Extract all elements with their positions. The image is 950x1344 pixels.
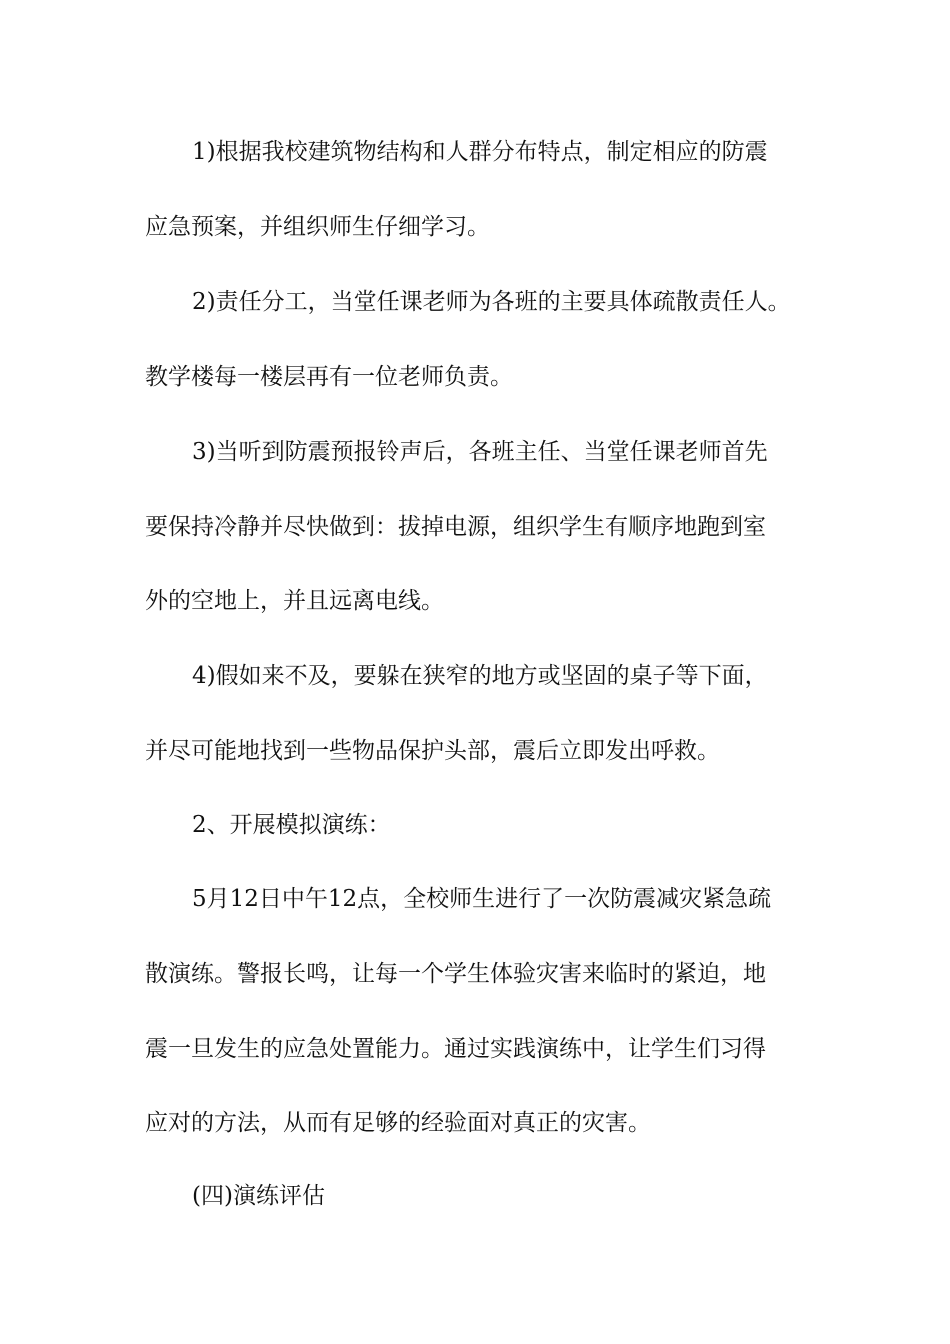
paragraph-line: 教学楼每一楼层再有一位老师负责。 — [145, 364, 513, 390]
paragraph-line: 应对的方法，从而有足够的经验面对真正的灾害。 — [145, 1110, 651, 1136]
section-heading: 2、开展模拟演练： — [192, 812, 391, 838]
paragraph-line: 1)根据我校建筑物结构和人群分布特点，制定相应的防震 — [192, 139, 768, 165]
paragraph-line: 4)假如来不及，要躲在狭窄的地方或坚固的桌子等下面， — [192, 663, 768, 689]
paragraph-line: 要保持冷静并尽快做到：拔掉电源，组织学生有顺序地跑到室 — [145, 514, 766, 540]
paragraph-line: 外的空地上，并且远离电线。 — [145, 588, 444, 614]
paragraph-line: 5月12日中午12点，全校师生进行了一次防震减灾紧急疏 — [192, 886, 772, 912]
paragraph-line: 震一旦发生的应急处置能力。通过实践演练中，让学生们习得 — [145, 1036, 766, 1062]
paragraph-line: 应急预案，并组织师生仔细学习。 — [145, 214, 490, 240]
paragraph-line: 并尽可能地找到一些物品保护头部，震后立即发出呼救。 — [145, 738, 720, 764]
paragraph-line: 3)当听到防震预报铃声后，各班主任、当堂任课老师首先 — [192, 439, 768, 465]
paragraph-line: 2)责任分工，当堂任课老师为各班的主要具体疏散责任人。 — [192, 289, 791, 315]
section-heading: (四)演练评估 — [192, 1183, 325, 1209]
paragraph-line: 散演练。警报长鸣，让每一个学生体验灾害来临时的紧迫，地 — [145, 961, 766, 987]
